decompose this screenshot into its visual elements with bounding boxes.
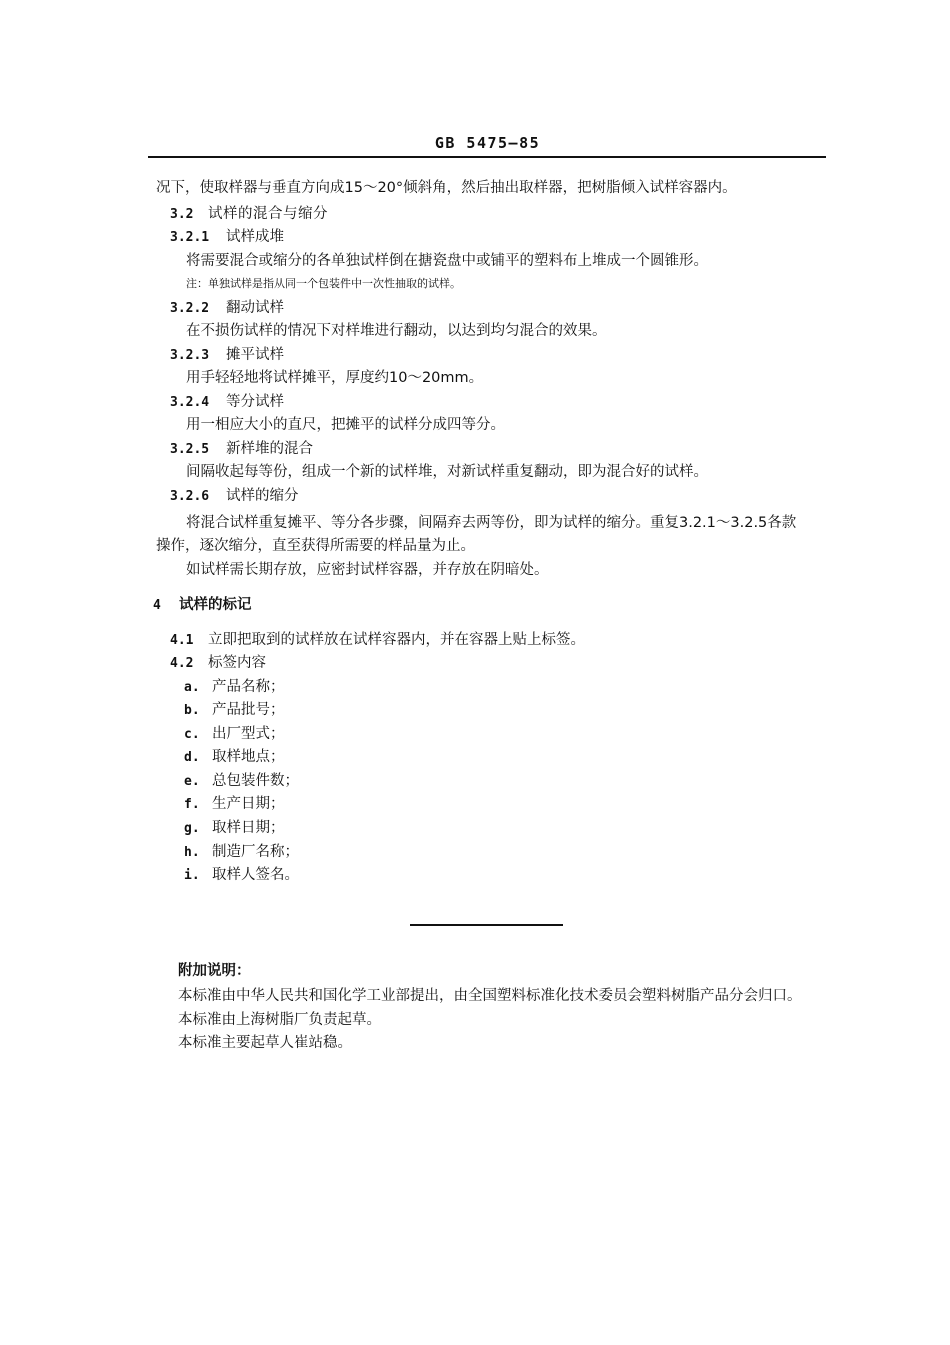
additional-notes-line1: 本标准由中华人民共和国化学工业部提出，由全国塑料标准化技术委员会塑料树脂产品分会归口。	[178, 988, 802, 1004]
section-number: 3.2.1	[170, 230, 210, 245]
label-item	[184, 747, 285, 768]
label-item-text: 取样人签名。	[212, 867, 299, 883]
section-3-2-4-heading	[170, 392, 284, 413]
label-item	[184, 700, 285, 721]
section-3-2-1-note: 注：单独试样是指从同一个包装件中一次性抽取的试样。	[186, 277, 461, 290]
section-number: 3.2	[170, 207, 194, 222]
section-text: 标签内容	[208, 655, 266, 671]
section-title: 试样成堆	[226, 229, 284, 245]
section-4-heading	[153, 595, 252, 616]
section-title: 等分试样	[226, 394, 284, 410]
section-3-2-2-heading	[170, 298, 284, 319]
section-3-2-1-heading	[170, 227, 284, 248]
additional-notes-title: 附加说明：	[178, 963, 251, 979]
label-item	[184, 865, 299, 886]
label-item-letter: a.	[184, 680, 200, 695]
section-3-2-2-body: 在不损伤试样的情况下对样堆进行翻动，以达到均匀混合的效果。	[186, 323, 607, 339]
section-3-2-1-body: 将需要混合或缩分的各单独试样倒在搪瓷盘中或铺平的塑料布上堆成一个圆锥形。	[186, 253, 708, 269]
section-number: 3.2.2	[170, 301, 210, 316]
section-3-2-6-heading	[170, 486, 299, 507]
page-header-standard-code: GB 5475—85	[434, 134, 541, 152]
section-3-2-3-heading	[170, 345, 284, 366]
section-number: 4.2	[170, 656, 194, 671]
label-item	[184, 677, 285, 698]
section-title: 新样堆的混合	[226, 441, 313, 457]
label-item-text: 取样地点；	[212, 749, 285, 765]
label-item-letter: e.	[184, 774, 200, 789]
label-item-text: 出厂型式；	[212, 726, 285, 742]
section-title: 试样的混合与缩分	[208, 206, 328, 222]
section-title: 试样的标记	[179, 597, 252, 613]
label-item-letter: h.	[184, 845, 200, 860]
section-number: 3.2.4	[170, 395, 210, 410]
section-3-2-6-body-line1: 将混合试样重复摊平、等分各步骤，间隔弃去两等份，即为试样的缩分。重复3.2.1～3.2.5各款	[186, 515, 797, 531]
section-3-2-3-body: 用手轻轻地将试样摊平，厚度约10～20mm。	[186, 370, 484, 386]
label-item	[184, 818, 285, 839]
label-item-text: 取样日期；	[212, 820, 285, 836]
section-4-2	[170, 653, 266, 674]
label-item-text: 总包装件数；	[212, 773, 299, 789]
label-item-letter: g.	[184, 821, 200, 836]
section-3-2-heading	[170, 204, 328, 225]
section-4-1	[170, 630, 585, 651]
label-item-text: 生产日期；	[212, 796, 285, 812]
label-item-text: 产品批号；	[212, 702, 285, 718]
continuation-text: 况下，使取样器与垂直方向成15～20°倾斜角，然后抽出取样器，把树脂倾入试样容器内。	[156, 180, 737, 196]
label-item	[184, 842, 299, 863]
label-item	[184, 724, 285, 745]
section-title: 试样的缩分	[226, 488, 299, 504]
section-title: 摊平试样	[226, 347, 284, 363]
section-3-2-4-body: 用一相应大小的直尺，把摊平的试样分成四等分。	[186, 417, 505, 433]
label-item-text: 制造厂名称；	[212, 844, 299, 860]
section-3-2-5-body: 间隔收起每等份，组成一个新的试样堆，对新试样重复翻动，即为混合好的试样。	[186, 464, 708, 480]
section-number: 3.2.6	[170, 489, 210, 504]
label-item-text: 产品名称；	[212, 679, 285, 695]
section-number: 3.2.3	[170, 348, 210, 363]
label-item	[184, 771, 299, 792]
section-title: 翻动试样	[226, 300, 284, 316]
section-3-2-6-body-line3: 如试样需长期存放，应密封试样容器，并存放在阴暗处。	[186, 562, 549, 578]
section-number: 3.2.5	[170, 442, 210, 457]
section-text: 立即把取到的试样放在试样容器内，并在容器上贴上标签。	[208, 632, 585, 648]
label-item-letter: c.	[184, 727, 200, 742]
section-number: 4.1	[170, 633, 194, 648]
label-item	[184, 794, 285, 815]
label-item-letter: d.	[184, 750, 200, 765]
header-rule	[148, 156, 826, 158]
section-3-2-6-body-line2: 操作，逐次缩分，直至获得所需要的样品量为止。	[156, 538, 475, 554]
additional-notes-line2: 本标准由上海树脂厂负责起草。	[178, 1012, 381, 1028]
section-3-2-5-heading	[170, 439, 313, 460]
label-item-letter: i.	[184, 868, 200, 883]
section-number: 4	[153, 598, 161, 613]
section-divider	[410, 924, 563, 926]
additional-notes-line3: 本标准主要起草人崔站稳。	[178, 1035, 352, 1051]
label-item-letter: b.	[184, 703, 200, 718]
label-item-letter: f.	[184, 797, 200, 812]
